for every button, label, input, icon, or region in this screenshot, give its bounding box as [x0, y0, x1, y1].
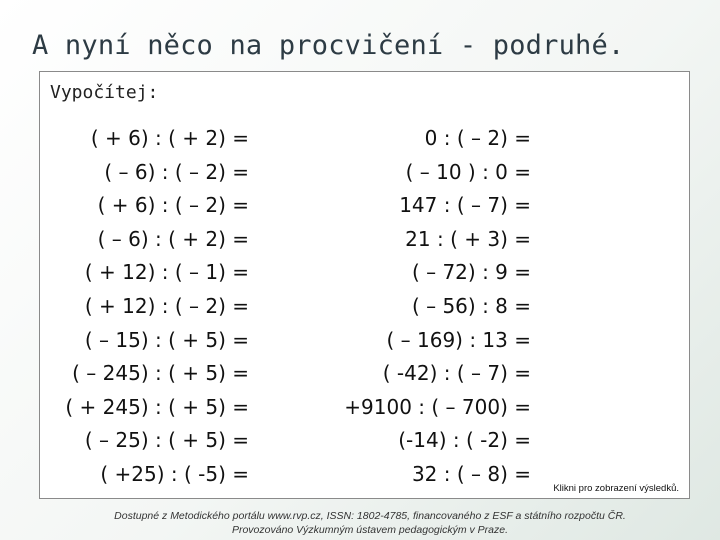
exercise-item: 147 : ( – 7) = [399, 193, 531, 218]
exercise-item: ( – 72) : 9 = [411, 260, 531, 285]
exercise-item: +9100 : ( – 700) = [344, 394, 531, 419]
exercise-item: ( -42) : ( – 7) = [382, 361, 531, 386]
exercise-panel [39, 71, 690, 499]
left-exercise-column [65, 122, 249, 492]
exercise-item: ( – 169) : 13 = [386, 327, 531, 352]
exercise-item: ( – 6) : ( + 2) = [97, 226, 249, 251]
exercise-item: (-14) : ( -2) = [398, 428, 531, 453]
footer-line-operator: Provozováno Výzkumným ústavem pedagogickým v Praze. [231, 524, 509, 536]
exercise-item: 0 : ( – 2) = [424, 126, 531, 150]
exercise-item: ( – 56) : 8 = [411, 293, 531, 318]
exercise-item: ( – 15) : ( + 5) = [84, 327, 249, 352]
exercise-item: 32 : ( – 8) = [411, 461, 531, 486]
instruction-heading: Vypočítej: [50, 82, 159, 103]
footer-credits [0, 509, 720, 537]
exercise-item: ( – 245) : ( + 5) = [72, 361, 249, 386]
exercise-item: ( – 6) : ( – 2) = [104, 159, 249, 184]
slide-title: A nyní něco na procvičení - podruhé. [32, 30, 625, 61]
exercise-item: ( – 10 ) : 0 = [405, 159, 531, 184]
exercise-item: ( + 6) : ( – 2) = [97, 193, 249, 218]
exercise-item: ( + 12) : ( – 2) = [84, 293, 249, 318]
right-exercise-column [344, 122, 531, 492]
exercise-item: ( – 25) : ( + 5) = [84, 428, 249, 453]
exercise-item: ( +25) : ( -5) = [100, 461, 249, 486]
exercise-item: ( + 245) : ( + 5) = [65, 394, 249, 419]
footer-line-source: Dostupné z Metodického portálu www.rvp.cz, ISSN: 1802-4785, financovaného z ESF a státního rozpočtu ČR. [114, 510, 626, 522]
exercise-item: 21 : ( + 3) = [405, 226, 531, 251]
exercise-item: ( + 6) : ( + 2) = [90, 126, 249, 150]
exercise-item: ( + 12) : ( – 1) = [84, 260, 249, 285]
show-results-link[interactable]: Klikni pro zobrazení výsledků. [553, 483, 679, 494]
